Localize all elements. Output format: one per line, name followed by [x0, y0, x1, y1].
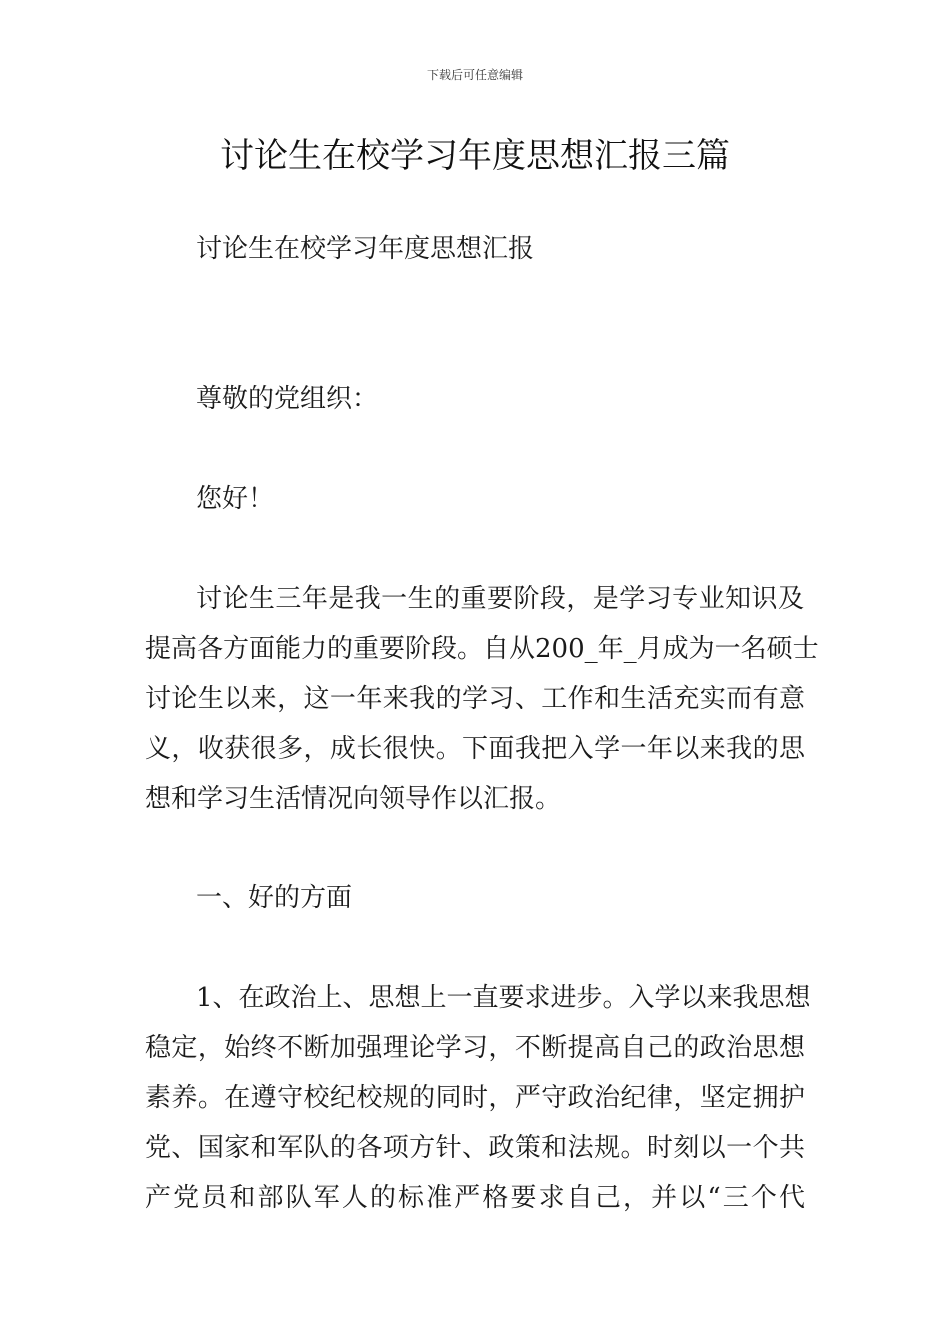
paragraph-line: 党、国家和军队的各项方针、政策和法规。时刻以一个共 — [145, 1133, 805, 1163]
paragraph-line: 义，收获很多，成长很快。下面我把入学一年以来我的思 — [145, 734, 805, 764]
section-heading: 一、好的方面 — [196, 883, 353, 913]
salutation: 尊敬的党组织： — [196, 384, 379, 414]
paragraph-line: 素养。在遵守校纪校规的同时，严守政治纪律，坚定拥护 — [145, 1083, 805, 1113]
document-title: 讨论生在校学习年度思想汇报三篇 — [220, 136, 730, 176]
paragraph-line: 稳定，始终不断加强理论学习，不断提高自己的政治思想 — [145, 1033, 805, 1063]
paragraph-line: 产党员和部队军人的标准严格要求自己，并以“三个代 — [145, 1183, 805, 1213]
paragraph-line: 讨论生以来，这一年来我的学习、工作和生活充实而有意 — [145, 684, 805, 714]
header-note: 下载后可任意编辑 — [426, 68, 523, 82]
paragraph-line: 提高各方面能力的重要阶段。自从200_年_月成为一名硕士 — [145, 634, 819, 664]
greeting: 您好！ — [196, 484, 275, 514]
paragraph-line: 讨论生三年是我一生的重要阶段，是学习专业知识及 — [196, 584, 804, 614]
document-subtitle: 讨论生在校学习年度思想汇报 — [196, 234, 535, 264]
paragraph-line: 想和学习生活情况向领导作以汇报。 — [145, 784, 562, 814]
paragraph-line: 1、在政治上、思想上一直要求进步。入学以来我思想 — [196, 983, 811, 1013]
